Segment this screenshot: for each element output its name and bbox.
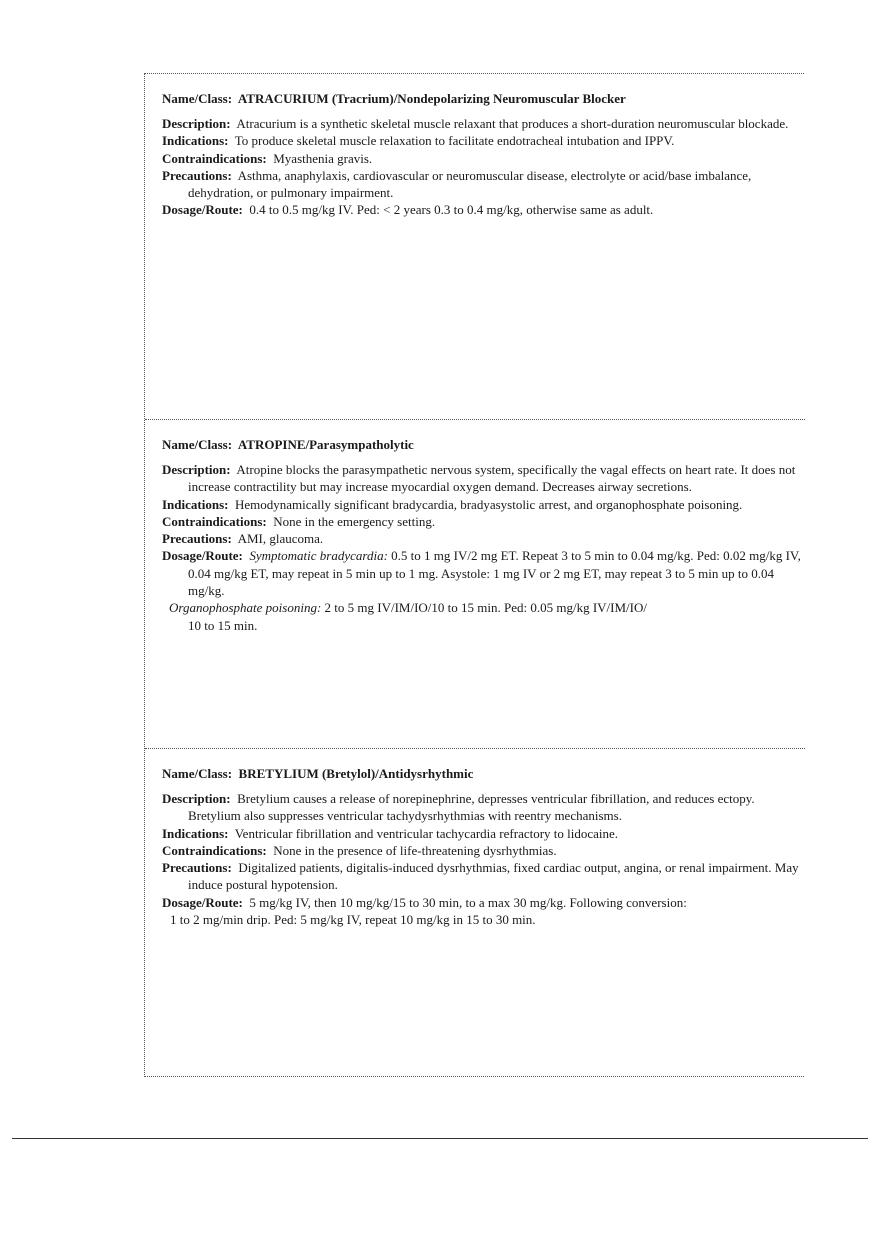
indications-label: Indications: [162,825,229,841]
precautions-text: AMI, glaucoma. [237,531,324,547]
dosage-continuation [162,617,805,634]
card-body [162,790,805,928]
description-label: Description: [162,462,231,477]
drug-card-atracurium [145,74,805,419]
precautions-entry [162,167,805,202]
name-class-row [162,90,805,107]
indications-text: Ventricular fibrillation and ventricular tachycardia refractory to lidocaine. [234,825,619,841]
indications-entry [162,825,805,842]
dosage-italic-heading: Symptomatic bradycardia: [249,548,388,564]
name-class-value: BRETYLIUM (Bretylol)/Antidysrhythmic [238,766,474,781]
name-class-label: Name/Class: [162,766,233,781]
card-body [162,115,805,219]
contraindications-label: Contraindications: [162,150,267,166]
description-text: Atropine blocks the parasympathetic nervous system, specifically the vagal effects on heart rate. It does not increase contractility but may increase myocardial oxygen demand. Decreases airway secretions. [188,462,796,495]
name-class-row [162,436,805,453]
dosage-label: Dosage/Route: [162,548,243,564]
contraindications-text: None in the presence of life-threatening dysrhythmias. [273,842,557,858]
description-entry [162,115,805,132]
description-label: Description: [162,791,231,806]
dosage-entry [162,201,805,218]
drug-card-bretylium [145,748,805,1077]
indications-entry [162,132,805,149]
name-class-value: ATRACURIUM (Tracrium)/Nondepolarizing Neuromuscular Blocker [237,91,626,106]
dosage-text: 1 to 2 mg/min drip. Ped: 5 mg/kg IV, repeat 10 mg/kg in 15 to 30 min. [170,912,536,928]
dosage-continuation [162,599,805,616]
indications-entry [162,496,805,513]
indications-label: Indications: [162,496,229,512]
name-class-value: ATROPINE/Parasympatholytic [237,437,414,452]
contraindications-text: Myasthenia gravis. [273,150,373,166]
dosage-text: 10 to 15 min. [188,617,258,633]
indications-label: Indications: [162,133,229,149]
drug-card-atropine [145,419,805,748]
name-class-row [162,765,805,782]
dosage-text: 2 to 5 mg IV/IM/IO/10 to 15 min. Ped: 0.05 mg/kg IV/IM/IO/ [324,600,647,616]
description-entry [162,461,805,496]
precautions-text: Asthma, anaphylaxis, cardiovascular or neuromuscular disease, electrolyte or acid/base imbalance, dehydration, or pulmonary impairment. [188,167,752,201]
footer-divider [12,1138,868,1139]
indications-text: Hemodynamically significant bradycardia, bradyasystolic arrest, and organophosphate poisoning. [234,496,743,512]
description-text: Bretylium causes a release of norepinephrine, depresses ventricular fibrillation, and reduces ectopy. Bretylium also suppresses ventricular tachydysrhythmias with reentry mechanisms. [188,791,755,824]
contraindications-text: None in the emergency setting. [273,513,436,529]
dosage-continuation [162,911,805,928]
precautions-label: Precautions: [162,860,232,876]
precautions-entry [162,530,805,547]
indications-text: To produce skeletal muscle relaxation to facilitate endotracheal intubation and IPPV. [234,133,675,149]
description-label: Description: [162,116,231,131]
dosage-entry [162,894,805,911]
dosage-label: Dosage/Route: [162,894,243,910]
precautions-label: Precautions: [162,531,232,547]
dosage-italic-heading: Organophosphate poisoning: [169,600,322,616]
precautions-label: Precautions: [162,167,232,183]
dosage-text: 5 mg/kg IV, then 10 mg/kg/15 to 30 min, to a max 30 mg/kg. Following conversion: [249,894,687,910]
contraindications-label: Contraindications: [162,842,267,858]
contraindications-entry [162,513,805,530]
drug-card-sheet [144,73,804,1077]
dosage-label: Dosage/Route: [162,202,243,218]
dosage-text: 0.4 to 0.5 mg/kg IV. Ped: < 2 years 0.3 to 0.4 mg/kg, otherwise same as adult. [249,202,654,218]
precautions-entry [162,859,805,894]
description-entry [162,790,805,825]
contraindications-entry [162,842,805,859]
name-class-label: Name/Class: [162,91,233,106]
name-class-label: Name/Class: [162,437,233,452]
contraindications-entry [162,150,805,167]
dosage-entry [162,547,805,599]
precautions-text: Digitalized patients, digitalis-induced dysrhythmias, fixed cardiac output, angina, or renal impairment. May induce postural hypotension. [188,860,799,893]
dosage-text: 0.5 to 1 mg IV/2 mg ET. Repeat 3 to 5 min to 0.04 mg/kg. Ped: 0.02 mg/kg IV, 0.04 mg/kg ET, may repeat in 5 min up to 1 mg. Asystole: 1 mg IV or 2 mg ET, may repeat 3 to 5 min up to 0.04 mg/kg. [188,548,801,599]
contraindications-label: Contraindications: [162,513,267,529]
description-text: Atracurium is a synthetic skeletal muscle relaxant that produces a short-duration neuromuscular blockade. [236,116,789,131]
card-body [162,461,805,634]
